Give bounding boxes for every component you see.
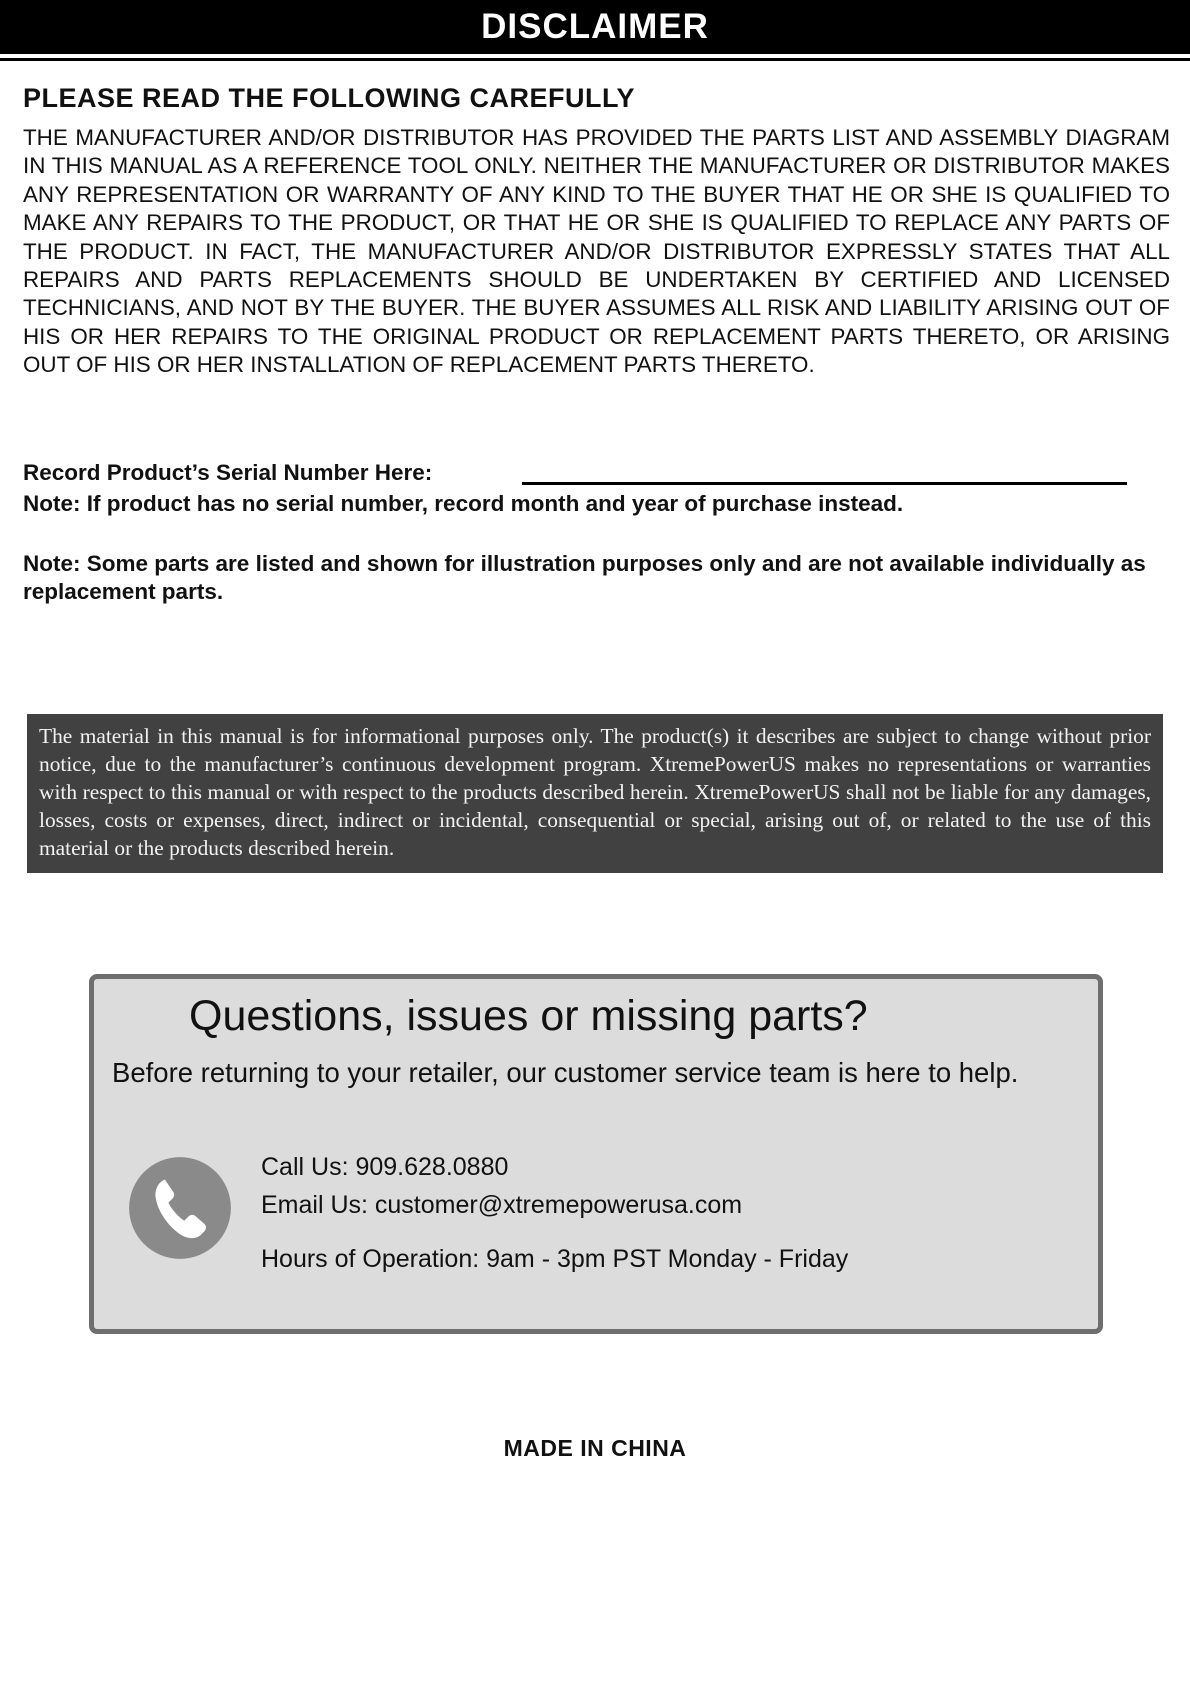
serial-number-blank-line: [522, 482, 1127, 485]
parts-illustration-note: Note: Some parts are listed and shown for illustration purposes only and are not available individually as replacement parts.: [23, 551, 1146, 604]
contact-subtitle: Before returning to your retailer, our customer service team is here to help.: [112, 1057, 1019, 1088]
phone-icon: [127, 1155, 233, 1261]
serial-number-note: Note: If product has no serial number, record month and year of purchase instead.: [23, 491, 904, 516]
header-rule: [0, 58, 1190, 61]
serial-number-label: Record Product’s Serial Number Here:: [23, 460, 433, 485]
disclaimer-body: THE MANUFACTURER AND/OR DISTRIBUTOR HAS PROVIDED THE PARTS LIST AND ASSEMBLY DIAGRAM IN THIS MANUAL AS A REFERENCE TOOL ONLY. NEITHER THE MANUFACTURER OR DISTRIBUTOR MAKES ANY REPRESENTATION OR WARRANTY OF ANY KIND TO THE BUYER THAT HE OR SHE IS QUALIFIED TO MAKE ANY REPAIRS TO THE PRODUCT, OR THAT HE OR SHE IS QUALIFIED TO REPLACE ANY PARTS OF THE PRODUCT. IN FACT, THE MANUFACTURER AND/OR DISTRIBUTOR EXPRESSLY STATES THAT ALL REPAIRS AND PARTS REPLACEMENTS SHOULD BE UNDERTAKEN BY CERTIFIED AND LICENSED TECHNICIANS, AND NOT BY THE BUYER. THE BUYER ASSUMES ALL RISK AND LIABILITY ARISING OUT OF HIS OR HER REPAIRS TO THE ORIGINAL PRODUCT OR REPLACEMENT PARTS THERETO, OR ARISING OUT OF HIS OR HER INSTALLATION OF REPLACEMENT PARTS THERETO.: [23, 125, 1170, 378]
page-title: DISCLAIMER: [0, 0, 1190, 54]
contact-email: Email Us: customer@xtremepowerusa.com: [261, 1191, 743, 1219]
section-heading: PLEASE READ THE FOLLOWING CAREFULLY: [23, 83, 636, 113]
legal-notice-box: [27, 714, 1163, 873]
country-of-origin: MADE IN CHINA: [503, 1435, 687, 1461]
legal-notice-text: The material in this manual is for informational purposes only. The product(s) it describes are subject to change without prior notice, due to the manufacturer’s continuous development program. XtremePowerUS makes no representations or warranties with respect to this manual or with respect to the products described herein. XtremePowerUS shall not be liable for any damages, losses, costs or expenses, direct, indirect or incidental, consequential or special, arising out of, or related to the use of this material or the products described herein.: [39, 724, 1151, 860]
contact-title: Questions, issues or missing parts?: [189, 992, 868, 1040]
contact-box: [89, 974, 1103, 1334]
contact-phone: Call Us: 909.628.0880: [261, 1153, 509, 1181]
contact-hours: Hours of Operation: 9am - 3pm PST Monday - Friday: [261, 1245, 849, 1273]
